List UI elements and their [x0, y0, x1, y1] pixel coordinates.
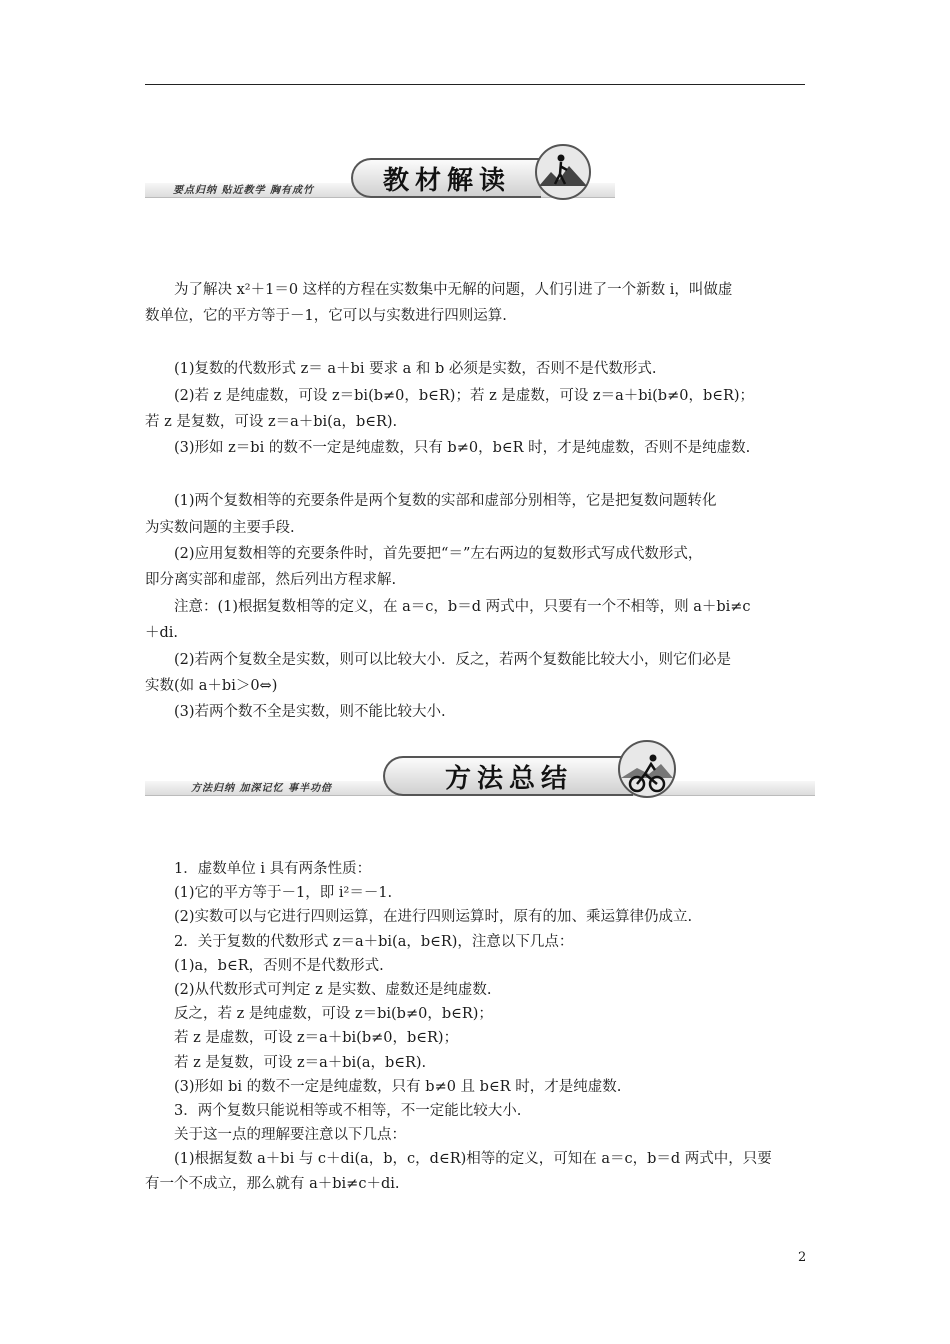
paragraph-line: ＋di.: [145, 625, 179, 642]
paragraph-line: (1)两个复数相等的充要条件是两个复数的实部和虚部分别相等，它是把复数问题转化: [174, 493, 717, 510]
paragraph-line: 注意：(1)根据复数相等的定义，在 a＝c，b＝d 两式中，只要有一个不相等，则 a＋bi≠c: [174, 598, 751, 615]
paragraph-line: 为实数问题的主要手段.: [145, 519, 295, 536]
banner-title: 教材解读: [382, 165, 511, 196]
paragraph-line: (1)a，b∈R，否则不是代数形式.: [174, 957, 384, 974]
paragraph-line: 实数(如 a＋bi＞0⇔): [145, 678, 278, 695]
banner-motto: 要点归纳 贴近教学 胸有成竹: [173, 185, 314, 196]
page-number: 2: [798, 1250, 807, 1265]
method-body: [145, 857, 817, 1196]
paragraph-line: (2)从代数形式可判定 z 是实数、虚数还是纯虚数.: [174, 982, 492, 999]
paragraph-line: 数单位，它的平方等于－1，它可以与实数进行四则运算.: [145, 308, 507, 325]
paragraph-line: (3)若两个数不全是实数，则不能比较大小.: [174, 704, 446, 721]
cyclist-emblem-icon: [615, 738, 679, 800]
paragraph-line: 反之，若 z 是纯虚数，可设 z＝bi(b≠0，b∈R)；: [174, 1006, 493, 1023]
paragraph-line: (1)根据复数 a＋bi 与 c＋di(a，b，c，d∈R)相等的定义，可知在 a＝c，b＝d 两式中，只要: [174, 1151, 772, 1168]
paragraph-line: 有一个不成立，那么就有 a＋bi≠c＋di.: [145, 1175, 400, 1192]
paragraph-line: 即分离实部和虚部，然后列出方程求解.: [145, 572, 397, 589]
hiker-emblem-icon: [533, 142, 593, 202]
paragraph-line: (2)若 z 是纯虚数，可设 z＝bi(b≠0，b∈R)；若 z 是虚数，可设 z＝a＋bi(b≠0，b∈R)；: [174, 387, 755, 404]
paragraph-line: 关于这一点的理解要注意以下几点：: [174, 1127, 406, 1144]
textbook-body: [145, 277, 817, 726]
banner-title-plate: [351, 158, 541, 198]
paragraph-line: 若 z 是虚数，可设 z＝a＋bi(b≠0，b∈R)；: [174, 1030, 459, 1047]
header-rule: [145, 84, 805, 85]
paragraph-line: 3．两个复数只能说相等或不相等，不一定能比较大小.: [174, 1103, 522, 1120]
banner-motto: 方法归纳 加深记忆 事半功倍: [191, 783, 332, 794]
section-banner-textbook: [145, 140, 615, 204]
paragraph-line: 2．关于复数的代数形式 z＝a＋bi(a，b∈R)，注意以下几点：: [174, 933, 574, 950]
paragraph-line: 为了解决 x²＋1＝0 这样的方程在实数集中无解的问题，人们引进了一个新数 i，叫做虚: [174, 282, 733, 298]
paragraph-line: 若 z 是复数，可设 z＝a＋bi(a，b∈R).: [145, 414, 398, 431]
paragraph-line: 若 z 是复数，可设 z＝a＋bi(a，b∈R).: [174, 1054, 427, 1071]
banner-title-plate: [383, 756, 633, 796]
paragraph-line: (2)应用复数相等的充要条件时，首先要把“＝”左右两边的复数形式写成代数形式，: [174, 546, 703, 563]
banner-title: 方法总结: [444, 763, 573, 794]
paragraph-line: (2)实数可以与它进行四则运算，在进行四则运算时，原有的加、乘运算律仍成立.: [174, 909, 693, 926]
paragraph-line: (1)复数的代数形式 z＝ a＋bi 要求 a 和 b 必须是实数，否则不是代数形式.: [174, 361, 657, 378]
paragraph-line: (3)形如 z＝bi 的数不一定是纯虚数，只有 b≠0，b∈R 时，才是纯虚数，否则不是纯虚数.: [174, 440, 751, 457]
paragraph-line: (1)它的平方等于－1，即 i²＝－1.: [174, 885, 393, 902]
paragraph-gap: [145, 330, 817, 356]
paragraph-line: (3)形如 bi 的数不一定是纯虚数，只有 b≠0 且 b∈R 时，才是纯虚数.: [174, 1078, 622, 1095]
paragraph-line: (2)若两个复数全是实数，则可以比较大小．反之，若两个复数能比较大小，则它们必是: [174, 651, 732, 668]
paragraph-line: 1．虚数单位 i 具有两条性质：: [174, 861, 372, 877]
section-banner-method: [145, 738, 815, 802]
paragraph-gap: [145, 462, 817, 488]
